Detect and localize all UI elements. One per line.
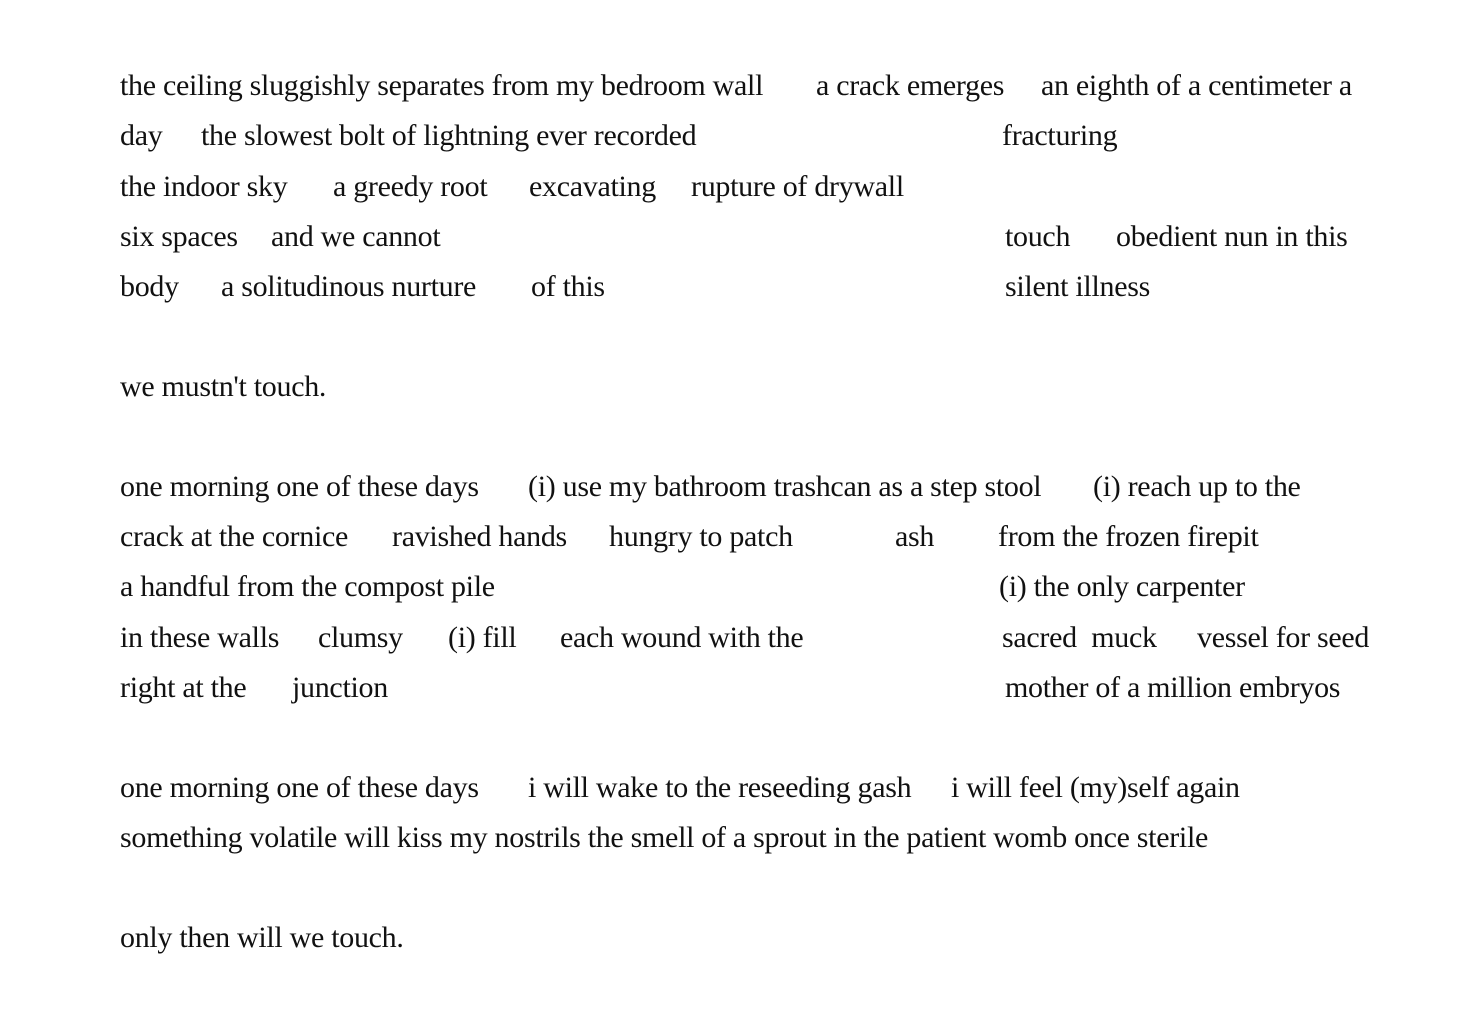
- poem-fragment: hungry to patch: [609, 520, 793, 553]
- poem-line: [120, 367, 1420, 407]
- poem-fragment: in these walls: [120, 621, 280, 654]
- poem-fragment: the slowest bolt of lightning ever recorded: [201, 119, 697, 152]
- poem-fragment: excavating: [529, 170, 656, 203]
- poem-fragment: an eighth of a centimeter a: [1041, 69, 1352, 102]
- poem-line: [120, 116, 1420, 156]
- poem-fragment: ravished hands: [392, 520, 567, 553]
- poem-fragment: mother of a million embryos: [1005, 671, 1341, 704]
- poem-fragment: vessel for seed: [1197, 621, 1370, 654]
- poem-fragment: crack at the cornice: [120, 520, 349, 553]
- poem-fragment: body: [120, 270, 179, 303]
- poem-line: [120, 217, 1420, 257]
- poem-line: [120, 818, 1420, 858]
- poem-line: [120, 167, 1420, 207]
- poem-fragment: clumsy: [318, 621, 403, 654]
- poem-line: [120, 517, 1420, 557]
- poem-line: [120, 567, 1420, 607]
- poem-fragment: day: [120, 119, 163, 152]
- poem-fragment: (i) the only carpenter: [999, 570, 1245, 603]
- poem-fragment: (i) reach up to the: [1093, 470, 1301, 503]
- poem-line: [120, 267, 1420, 307]
- poem-fragment: each wound with the: [560, 621, 804, 654]
- poem-line: [120, 918, 1420, 958]
- poem-fragment: silent illness: [1005, 270, 1150, 303]
- poem-fragment: something volatile will kiss my nostrils the smell of a sprout in the patient womb once sterile: [120, 821, 1209, 854]
- poem-line: [120, 66, 1420, 106]
- poem-fragment: a handful from the compost pile: [120, 570, 495, 603]
- poem-line: [120, 768, 1420, 808]
- poem-fragment: the ceiling sluggishly separates from my bedroom wall: [120, 69, 764, 102]
- poem-fragment: touch: [1005, 220, 1071, 253]
- poem-fragment: i will wake to the reseeding gash: [528, 771, 912, 804]
- poem-fragment: obedient nun in this: [1116, 220, 1348, 253]
- poem-fragment: junction: [292, 671, 388, 704]
- poem-fragment: right at the: [120, 671, 247, 704]
- poem-fragment: of this: [531, 270, 605, 303]
- poem-fragment: rupture of drywall: [691, 170, 904, 203]
- poem-fragment: a solitudinous nurture: [221, 270, 477, 303]
- poem-fragment: a greedy root: [333, 170, 488, 203]
- poem-fragment: fracturing: [1002, 119, 1118, 152]
- poem-fragment: six spaces: [120, 220, 238, 253]
- refrain: we mustn't touch.: [120, 370, 327, 403]
- poem-fragment: and we cannot: [271, 220, 441, 253]
- refrain: only then will we touch.: [120, 921, 404, 954]
- poem-fragment: one morning one of these days: [120, 470, 479, 503]
- poem-line: [120, 618, 1420, 658]
- poem-fragment: sacred muck: [1002, 621, 1157, 654]
- poem-fragment: (i) use my bathroom trashcan as a step stool: [528, 470, 1042, 503]
- poem-line: [120, 668, 1420, 708]
- poem-fragment: a crack emerges: [816, 69, 1005, 102]
- poem-fragment: (i) fill: [448, 621, 517, 654]
- poem-line: [120, 467, 1420, 507]
- poem-fragment: i will feel (my)self again: [951, 771, 1240, 804]
- poem-fragment: ash: [895, 520, 935, 553]
- poem-fragment: from the frozen firepit: [998, 520, 1259, 553]
- poem-fragment: the indoor sky: [120, 170, 288, 203]
- poem-fragment: one morning one of these days: [120, 771, 479, 804]
